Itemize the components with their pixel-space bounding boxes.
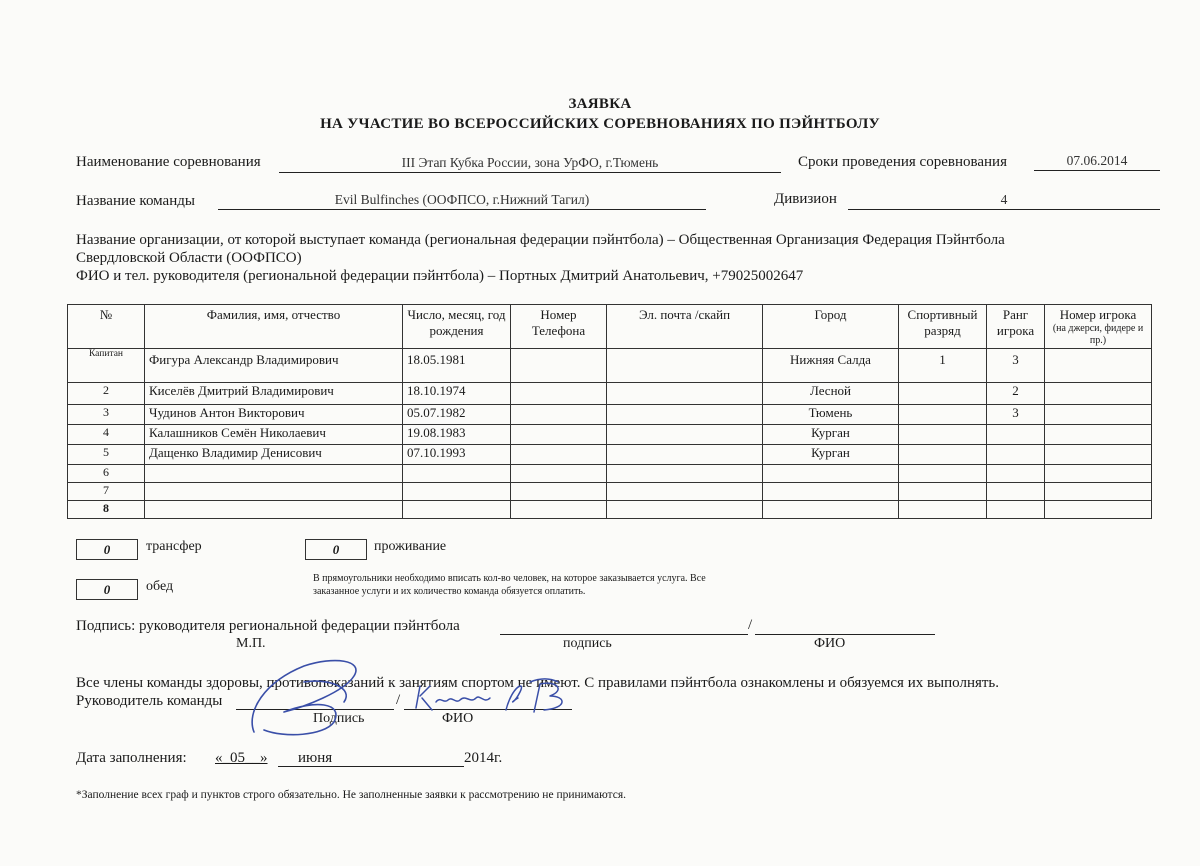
player-sport-rank-cell[interactable] [899,405,987,425]
date-label: Дата заполнения: [76,750,187,766]
player-name-cell[interactable] [145,483,403,501]
table-row [68,425,1152,445]
player-rank-cell[interactable] [987,501,1045,519]
row-number-cell[interactable]: Капитан [68,349,145,383]
player-rank-cell[interactable] [987,465,1045,483]
player-rank-cell[interactable] [987,425,1045,445]
table-header-row [68,305,1152,349]
table-row [68,383,1152,405]
services-note-line-1: В прямоугольники необходимо вписать кол-во человек, на которое заказывается услуга. Все [313,573,706,584]
col-header-city: Город [763,305,899,349]
roster-table [67,304,1152,519]
player-phone-cell[interactable] [511,465,607,483]
competition-dates-label: Сроки проведения соревнования [798,154,1007,170]
player-number-cell[interactable] [1045,483,1152,501]
player-number-cell[interactable] [1045,405,1152,425]
player-dob-cell[interactable] [403,501,511,519]
player-email-cell[interactable] [607,445,763,465]
division-label: Дивизион [774,191,837,207]
player-num-subtitle: (на джерси, фидере и пр.) [1052,323,1144,346]
player-city-cell[interactable]: Лесной [763,383,899,405]
player-phone-cell[interactable] [511,425,607,445]
health-statement: Все члены команды здоровы, противопоказаний к занятиям спортом не имеют. С правилами пэйнтбола ознакомлены и обязуемся их выполнять. [76,675,1000,691]
division-field[interactable]: 4 [848,191,1160,210]
player-city-cell[interactable] [763,483,899,501]
player-rank-cell[interactable] [987,445,1045,465]
player-sport-rank-cell[interactable]: 1 [899,349,987,383]
player-name-cell[interactable]: Калашников Семён Николаевич [145,425,403,445]
row-number-cell[interactable]: 8 [68,501,145,519]
federation-sign-caption: подпись [563,636,612,651]
player-email-cell[interactable] [607,349,763,383]
row-number-cell[interactable]: 2 [68,383,145,405]
player-name-cell[interactable]: Дащенко Владимир Денисович [145,445,403,465]
document-title: ЗАЯВКА [568,96,632,112]
table-row [68,483,1152,501]
federation-fio-caption: ФИО [814,636,846,651]
leader-sign-caption: Подпись [313,711,365,726]
competition-dates-field[interactable]: 07.06.2014 [1034,152,1160,171]
player-rank-cell[interactable]: 2 [987,383,1045,405]
player-dob-cell[interactable] [403,465,511,483]
transfer-count-box[interactable]: 0 [76,539,138,560]
col-header-phone: Номер Телефона [511,305,607,349]
player-city-cell[interactable]: Курган [763,445,899,465]
player-number-cell[interactable] [1045,425,1152,445]
col-header-name: Фамилия, имя, отчество [145,305,403,349]
player-number-cell[interactable] [1045,465,1152,483]
team-name-label: Название команды [76,193,195,209]
competition-name-field[interactable]: III Этап Кубка России, зона УрФО, г.Тюмень [279,154,781,173]
col-header-player-rank: Ранг игрока [987,305,1045,349]
player-dob-cell[interactable]: 05.07.1982 [403,405,511,425]
player-dob-cell[interactable] [403,483,511,501]
transfer-label: трансфер [146,539,202,554]
player-dob-cell[interactable]: 18.05.1981 [403,349,511,383]
player-name-cell[interactable]: Фигура Александр Владимирович [145,349,403,383]
col-header-sport-rank: Спортивный разряд [899,305,987,349]
player-sport-rank-cell[interactable] [899,425,987,445]
player-email-cell[interactable] [607,465,763,483]
player-email-cell[interactable] [607,501,763,519]
row-number-cell[interactable]: 4 [68,425,145,445]
player-email-cell[interactable] [607,405,763,425]
document-subtitle: НА УЧАСТИЕ ВО ВСЕРОССИЙСКИХ СОРЕВНОВАНИЯХ ПО ПЭЙНТБОЛУ [320,116,880,132]
federation-signature-label: Подпись: руководителя региональной федерации пэйнтбола [76,618,460,634]
col-header-email: Эл. почта /скайп [607,305,763,349]
player-rank-cell[interactable]: 3 [987,349,1045,383]
federation-head-line: ФИО и тел. руководителя (региональной федерации пэйнтбола) – Портных Дмитрий Анатольевич, +79025002647 [76,268,804,284]
lunch-count-box[interactable]: 0 [76,579,138,600]
organization-line-2: Свердловской Области (ООФПСО) [76,250,302,266]
player-sport-rank-cell[interactable] [899,465,987,483]
player-number-cell[interactable] [1045,501,1152,519]
date-day[interactable]: «_05__» [215,750,268,766]
federation-fio-line[interactable] [755,617,935,635]
player-phone-cell[interactable] [511,483,607,501]
player-sport-rank-cell[interactable] [899,483,987,501]
player-city-cell[interactable] [763,465,899,483]
accommodation-label: проживание [374,539,447,554]
player-dob-cell[interactable]: 07.10.1993 [403,445,511,465]
player-sport-rank-cell[interactable] [899,445,987,465]
services-note-line-2: заказанное услуги и их количество команда обязуется оплатить. [313,586,586,597]
player-city-cell[interactable]: Курган [763,425,899,445]
player-rank-cell[interactable]: 3 [987,405,1045,425]
player-city-cell[interactable] [763,501,899,519]
player-name-cell[interactable] [145,465,403,483]
table-row [68,465,1152,483]
player-phone-cell[interactable] [511,501,607,519]
lunch-label: обед [146,579,174,594]
player-num-title: Номер игрока [1059,307,1137,322]
player-sport-rank-cell[interactable] [899,383,987,405]
player-email-cell[interactable] [607,483,763,501]
organization-line: Название организации, от которой выступает команда (региональная федерации пэйнтбола) – Общественная Организация Федерация Пэйнтбола [76,232,1005,248]
team-leader-label: Руководитель команды [76,693,223,709]
col-header-player-num [1045,305,1152,349]
leader-fio-text: Киселёв Д.В. [414,742,420,743]
accommodation-count-box[interactable]: 0 [305,539,367,560]
row-number-cell[interactable]: 5 [68,445,145,465]
player-city-cell[interactable]: Нижняя Салда [763,349,899,383]
player-phone-cell[interactable] [511,445,607,465]
competition-label: Наименование соревнования [76,154,261,170]
player-name-cell[interactable]: Киселёв Дмитрий Владимирович [145,383,403,405]
col-header-num: № [68,305,145,349]
table-row [68,445,1152,465]
table-row [68,405,1152,425]
player-number-cell[interactable] [1045,349,1152,383]
stamp-placeholder: М.П. [236,636,266,651]
team-name-field[interactable]: Evil Bulfinches (ООФПСО, г.Нижний Тагил) [218,191,706,210]
table-row [68,349,1152,383]
row-number-cell[interactable]: 6 [68,465,145,483]
player-phone-cell[interactable] [511,349,607,383]
player-dob-cell[interactable]: 19.08.1983 [403,425,511,445]
col-header-dob: Число, месяц, год рождения [403,305,511,349]
player-phone-cell[interactable] [511,405,607,425]
player-email-cell[interactable] [607,425,763,445]
row-number-cell[interactable]: 3 [68,405,145,425]
player-number-cell[interactable] [1045,445,1152,465]
player-name-cell[interactable]: Чудинов Антон Викторович [145,405,403,425]
player-city-cell[interactable]: Тюмень [763,405,899,425]
federation-signature-line[interactable] [500,617,748,635]
leader-fio-caption: ФИО [442,711,474,726]
player-name-cell[interactable] [145,501,403,519]
footnote: *Заполнение всех граф и пунктов строго обязательно. Не заполненные заявки к рассмотрению не принимаются. [76,789,626,801]
player-sport-rank-cell[interactable] [899,501,987,519]
row-number-cell[interactable]: 7 [68,483,145,501]
player-number-cell[interactable] [1045,383,1152,405]
date-month: июня [298,750,333,766]
table-row [68,501,1152,519]
player-phone-cell[interactable] [511,383,607,405]
player-rank-cell[interactable] [987,483,1045,501]
handwritten-signature [244,652,604,742]
date-year: 2014г. [464,750,503,766]
player-dob-cell[interactable]: 18.10.1974 [403,383,511,405]
player-email-cell[interactable] [607,383,763,405]
